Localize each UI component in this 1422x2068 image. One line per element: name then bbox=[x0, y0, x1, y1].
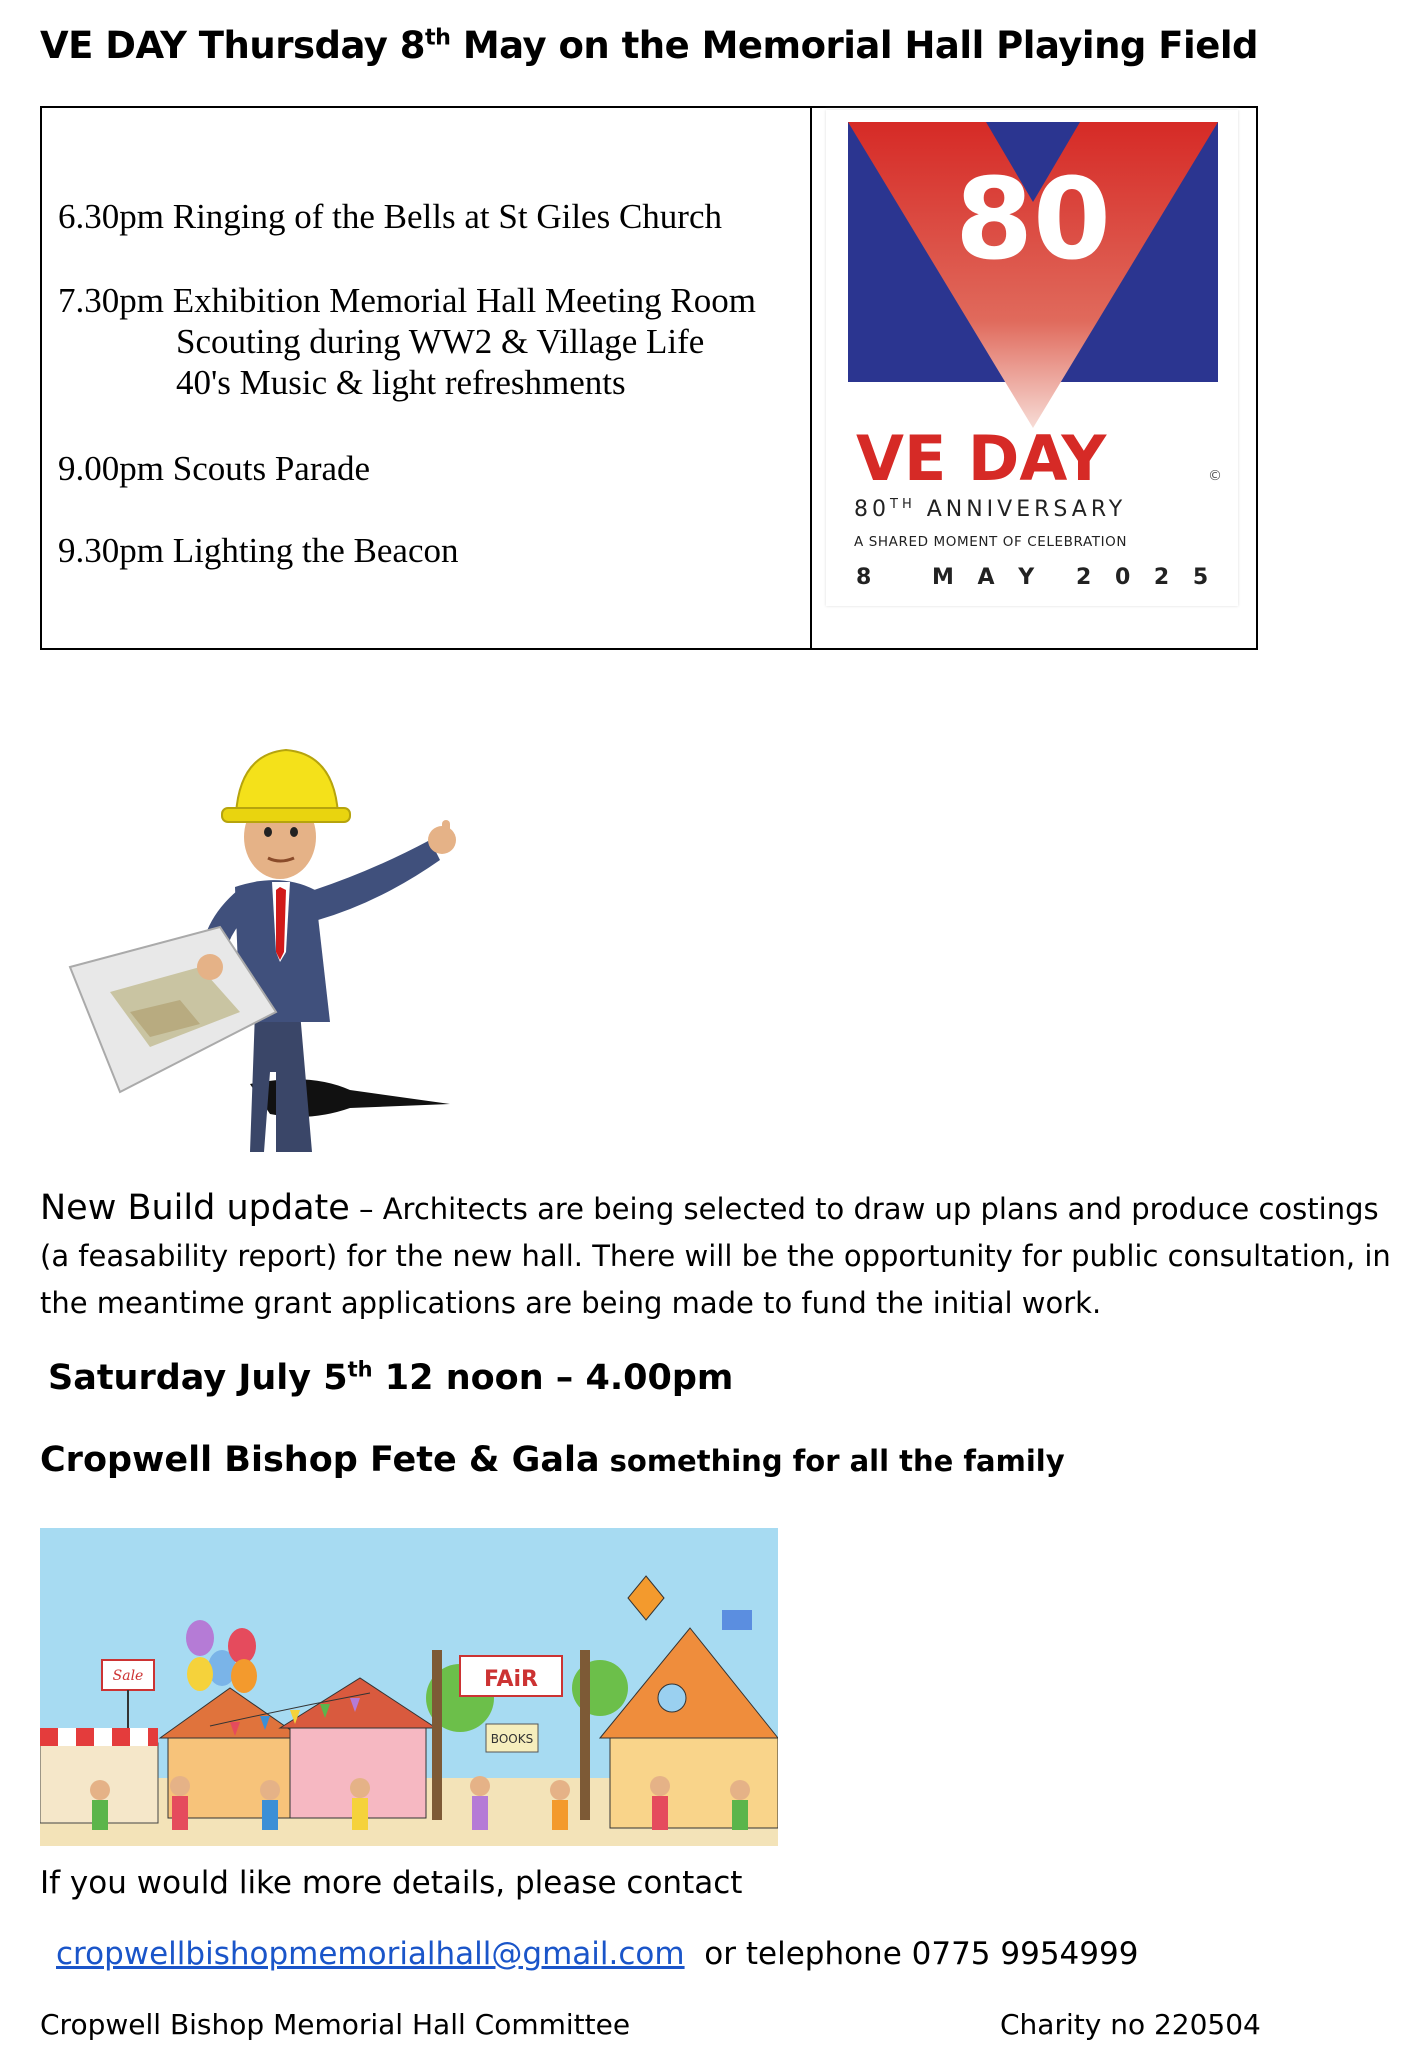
logo-ve-day: VE DAY bbox=[856, 422, 1107, 495]
logo-date-month: M A Y bbox=[932, 565, 1043, 590]
divider bbox=[810, 108, 812, 648]
fair-illustration bbox=[40, 1528, 778, 1846]
books-sign: BOOKS bbox=[490, 1732, 534, 1746]
footer-committee: Cropwell Bishop Memorial Hall Committee bbox=[40, 2008, 631, 2041]
contact-intro: If you would like more details, please contact bbox=[40, 1865, 743, 1901]
fete-heading: Cropwell Bishop Fete & Gala something for all the family bbox=[40, 1440, 1065, 1480]
new-build-paragraph bbox=[40, 1185, 1410, 1327]
new-build-heading: New Build update bbox=[40, 1188, 350, 1228]
ve-day-logo bbox=[826, 110, 1238, 606]
fair-sign: FAiR bbox=[483, 1667, 539, 1692]
schedule-item: 7.30pm Exhibition Memorial Hall Meeting Room Scouting during WW2 & Village Life 40's Music & light refreshments bbox=[58, 281, 756, 402]
email-link[interactable]: cropwellbishopmemorialhall@gmail.com bbox=[56, 1936, 685, 1972]
logo-anniversary: 80TH ANNIVERSARY bbox=[854, 497, 1127, 522]
new-build-text: – Architects are being selected to draw up plans and produce costings (a feasability report) for the new hall. There will be the opportunity for public consultation, in the meantime grant applications are being made to fund the initial work. bbox=[40, 1192, 1391, 1320]
logo-date-day: 8 bbox=[856, 565, 872, 590]
logo-tagline: A SHARED MOMENT OF CELEBRATION bbox=[854, 534, 1128, 550]
schedule-item: 6.30pm Ringing of the Bells at St Giles Church bbox=[58, 197, 722, 236]
logo-date-year: 2 0 2 5 bbox=[1076, 565, 1217, 590]
phone-text: or telephone 0775 9954999 bbox=[684, 1936, 1139, 1972]
footer-charity: Charity no 220504 bbox=[1000, 2008, 1261, 2041]
page-title: VE DAY Thursday 8th May on the Memorial Hall Playing Field bbox=[40, 24, 1258, 67]
sale-sign: Sale bbox=[112, 1668, 144, 1684]
schedule-item: 9.30pm Lighting the Beacon bbox=[58, 531, 459, 570]
saturday-heading: Saturday July 5th 12 noon – 4.00pm bbox=[48, 1357, 734, 1398]
schedule-item: 9.00pm Scouts Parade bbox=[58, 449, 371, 488]
contact-line bbox=[56, 1936, 1138, 1972]
logo-80: 80 bbox=[955, 155, 1111, 285]
architect-illustration bbox=[50, 712, 480, 1152]
logo-copyright: © bbox=[1208, 468, 1222, 484]
